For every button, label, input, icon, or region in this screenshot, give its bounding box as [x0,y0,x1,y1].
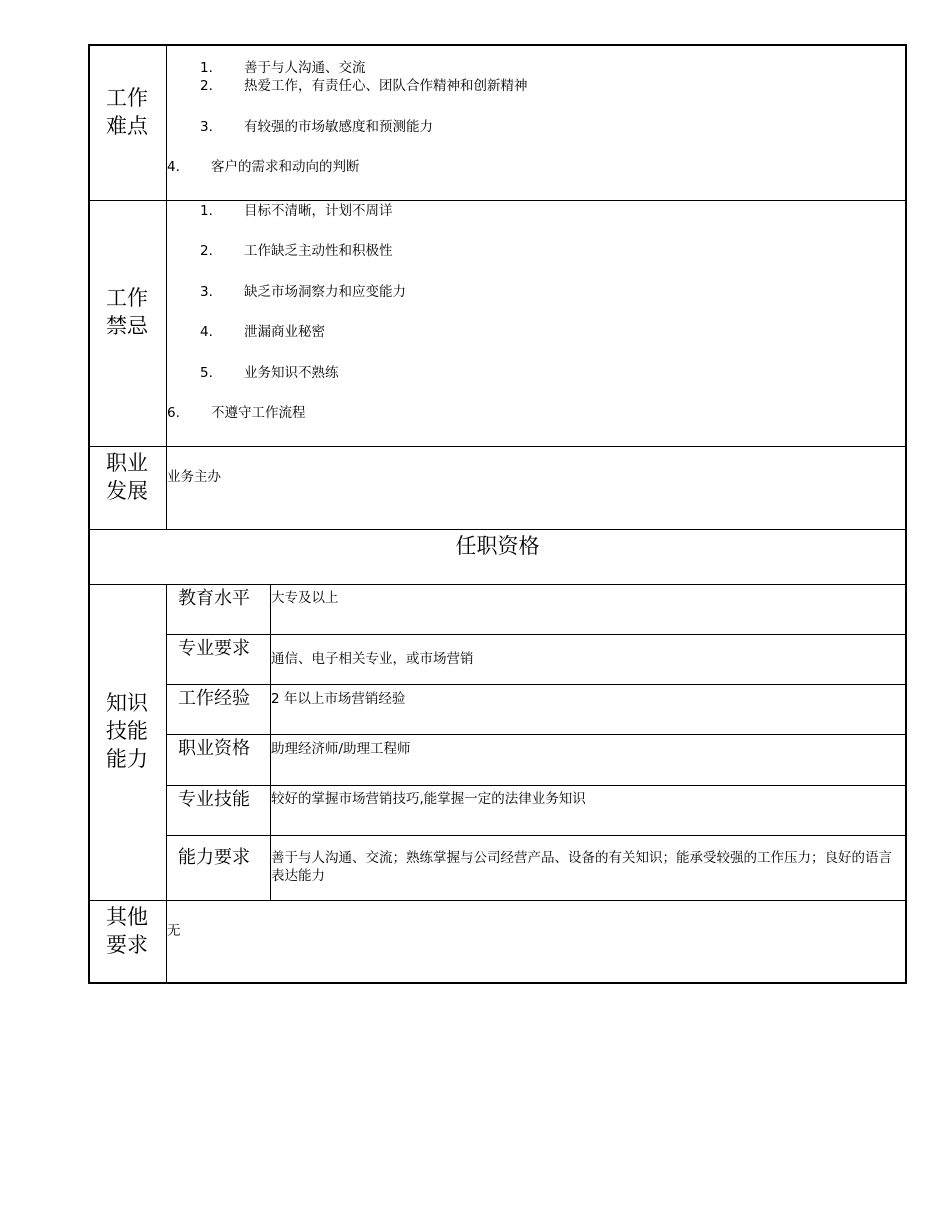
major-label: 专业要求 [178,638,250,659]
row-divider [167,734,907,735]
other-value: 无 [167,923,181,939]
row-divider [88,584,907,585]
taboo-label-line1: 工作 [106,286,148,310]
list-item: 缺乏市场洞察力和应变能力 [244,284,406,300]
list-item-number: 4. [200,324,213,340]
certificate-value: 助理经济师/助理工程师 [271,741,411,757]
difficulty-label-line2: 难点 [106,114,148,138]
knowledge-label-line1: 知识 [106,691,148,715]
career-label-line2: 发展 [106,479,148,503]
list-item: 工作缺乏主动性和积极性 [244,243,393,259]
row-divider [167,684,907,685]
knowledge-label-line3: 能力 [106,747,148,771]
education-label: 教育水平 [178,588,250,609]
career-value: 业务主办 [167,469,221,485]
difficulty-label [88,84,166,140]
skill-value: 较好的掌握市场营销技巧,能掌握一定的法律业务知识 [271,791,586,807]
career-label [88,449,166,505]
list-item: 热爱工作，有责任心、团队合作精神和创新精神 [244,78,528,94]
list-item: 有较强的市场敏感度和预测能力 [244,119,433,135]
list-item-number: 6. [167,405,180,421]
other-label-line2: 要求 [106,933,148,957]
row-divider [167,785,907,786]
row-divider [167,835,907,836]
list-item: 客户的需求和动向的判断 [211,159,360,175]
list-item-number: 1. [200,60,213,76]
list-item-number: 5. [200,365,213,381]
taboo-label-line2: 禁忌 [106,314,148,338]
list-item: 善于与人沟通、交流 [244,60,366,76]
list-item-number: 2. [200,78,213,94]
row-divider [88,200,907,201]
ability-label: 能力要求 [178,847,250,868]
row-divider [167,634,907,635]
education-value: 大专及以上 [271,590,339,606]
row-divider [88,900,907,901]
job-description-table [88,44,907,984]
career-label-line1: 职业 [106,451,148,475]
taboo-label [88,284,166,340]
list-item: 目标不清晰，计划不周详 [244,203,393,219]
certificate-label: 职业资格 [178,738,250,759]
list-item-number: 3. [200,284,213,300]
qualification-title: 任职资格 [455,534,540,558]
table-frame [88,44,907,984]
knowledge-skill-label [88,689,166,773]
list-item: 泄漏商业秘密 [244,324,325,340]
list-item-number: 1. [200,203,213,219]
skill-label: 专业技能 [178,789,250,810]
list-item-number: 2. [200,243,213,259]
knowledge-label-line2: 技能 [106,719,148,743]
other-label-line1: 其他 [106,905,148,929]
experience-label: 工作经验 [178,688,250,709]
difficulty-label-line1: 工作 [106,86,148,110]
list-item: 不遵守工作流程 [211,405,306,421]
experience-value: 2 年以上市场营销经验 [271,691,406,707]
list-item-number: 3. [200,119,213,135]
list-item-number: 4. [167,159,180,175]
major-value: 通信、电子相关专业，或市场营销 [271,651,474,667]
list-item: 业务知识不熟练 [244,365,339,381]
other-label [88,903,166,959]
row-divider [88,529,907,530]
column-divider [166,44,167,530]
ability-value: 善于与人沟通、交流；熟练掌握与公司经营产品、设备的有关知识；能承受较强的工作压力；良好的语言表达能力 [271,850,892,884]
row-divider [88,446,907,447]
